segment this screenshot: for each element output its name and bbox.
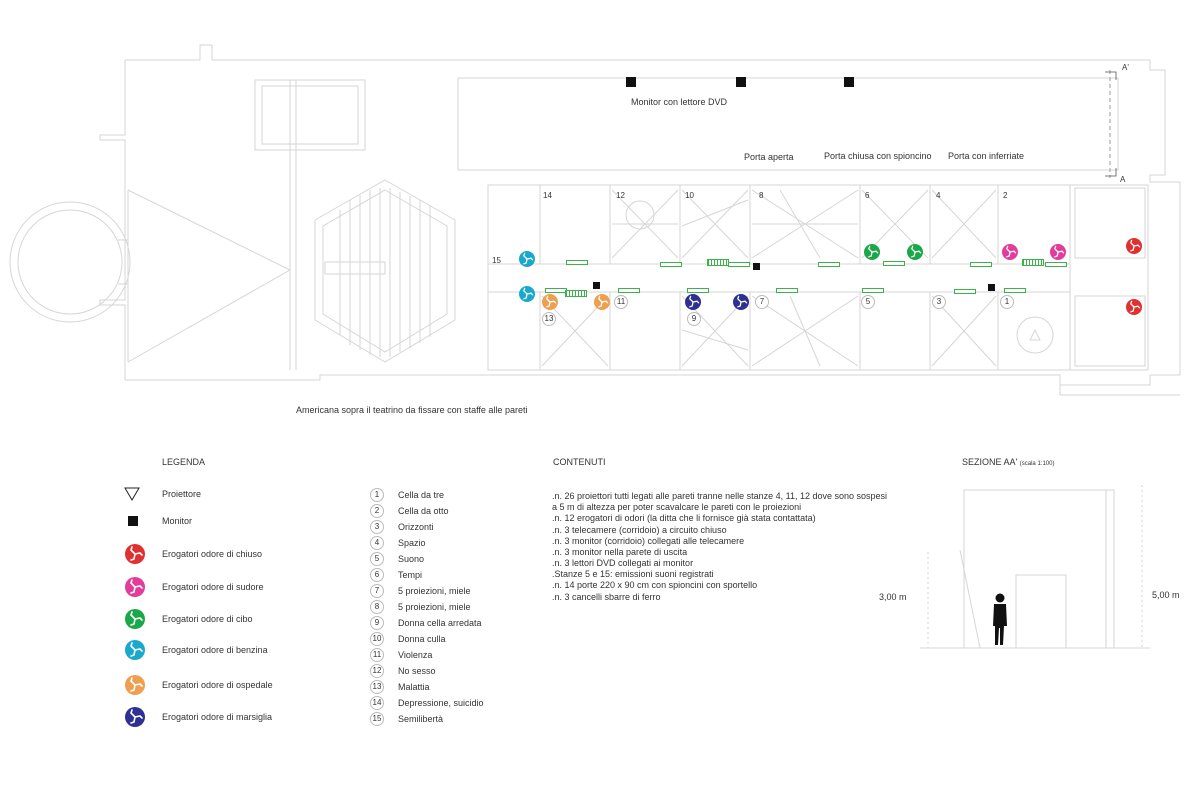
room-number: 11 [614, 295, 628, 309]
room-list-item: 12 No sesso [370, 664, 436, 678]
odor-dispenser-icon [733, 294, 749, 310]
room-number: 10 [685, 191, 694, 200]
legend-item-odor: Erogatori odore di ospedale [125, 675, 273, 695]
projector [883, 261, 905, 266]
contents-line: a 5 m di altezza per poter scavalcare le pareti con le proiezioni [552, 502, 802, 512]
door-closed-label: Porta chiusa con spioncino [824, 151, 932, 161]
room-number: 6 [865, 191, 870, 200]
projector [545, 288, 567, 293]
odor-dispenser-icon [1050, 244, 1066, 260]
contents-line: .n. 3 monitor nella parete di uscita [552, 547, 688, 557]
contents-line: .n. 3 telecamere (corridoio) a circuito chiuso [552, 525, 727, 535]
person-silhouette [993, 594, 1007, 646]
odor-dispenser-icon [125, 577, 145, 597]
projector [1004, 288, 1026, 293]
room-list-item: 9 Donna cella arredata [370, 616, 482, 630]
projector [566, 260, 588, 265]
room-list-item: 14 Depressione, suicidio [370, 696, 484, 710]
legend-item-odor: Erogatori odore di marsiglia [125, 707, 272, 727]
section-drawing [920, 480, 1160, 660]
room-list-item: 3 Orizzonti [370, 520, 434, 534]
monitor-square-icon [128, 516, 138, 526]
round-tower [10, 202, 130, 322]
projector [818, 262, 840, 267]
legend-title: LEGENDA [162, 457, 206, 467]
room-list-item: 5 Suono [370, 552, 424, 566]
contents-line: .n. 14 porte 220 x 90 cm con spioncini con sportello [552, 580, 758, 590]
projector [776, 288, 798, 293]
section-marker-top: A' [1122, 63, 1129, 72]
room-list-item: 7 5 proiezioni, miele [370, 584, 471, 598]
room-number: 8 [759, 191, 764, 200]
projector [862, 288, 884, 293]
room-list-item: 8 5 proiezioni, miele [370, 600, 471, 614]
room-list-item: 11 Violenza [370, 648, 432, 662]
projector [687, 288, 709, 293]
contents-line: .Stanze 5 e 15: emissioni suoni registrati [552, 569, 714, 579]
room-number: 3 [932, 295, 946, 309]
room-list-item: 15 Semilibertà [370, 712, 443, 726]
americana-note: Americana sopra il teatrino da fissare con staffe alle pareti [296, 405, 528, 415]
odor-dispenser-icon [519, 286, 535, 302]
corridor-monitor [753, 263, 760, 270]
odor-dispenser-icon [125, 640, 145, 660]
room-number: 14 [543, 191, 552, 200]
projector [728, 262, 750, 267]
room-list-item: 2 Cella da otto [370, 504, 449, 518]
odor-dispenser-icon [125, 544, 145, 564]
projector-triangle-icon [124, 487, 140, 501]
room-number: 15 [492, 256, 501, 265]
odor-dispenser-icon [542, 294, 558, 310]
legend-item-odor: Erogatori odore di chiuso [125, 544, 262, 564]
projector [954, 289, 976, 294]
room-number: 1 [1000, 295, 1014, 309]
room-list-item: 1 Cella da tre [370, 488, 444, 502]
odor-dispenser-icon [125, 609, 145, 629]
room-number: 4 [936, 191, 941, 200]
monitor-dvd-2 [736, 77, 746, 87]
monitor-dvd-label: Monitor con lettore DVD [631, 97, 728, 107]
room-number: 7 [755, 295, 769, 309]
legend-item-odor: Erogatori odore di cibo [125, 609, 253, 629]
room-list-item: 4 Spazio [370, 536, 426, 550]
section-title: SEZIONE AA' (scala 1:100) [962, 457, 1055, 467]
odor-dispenser-icon [125, 707, 145, 727]
legend-item-odor: Erogatori odore di sudore [125, 577, 264, 597]
odor-dispenser-icon [1126, 238, 1142, 254]
legend-item-projector: Proiettore [124, 487, 201, 501]
room-number: 12 [616, 191, 625, 200]
room-list-item: 13 Malattia [370, 680, 430, 694]
contents-line: .n. 3 monitor (corridoio) collegati alle telecamere [552, 536, 745, 546]
legend-item-odor: Erogatori odore di benzina [125, 640, 268, 660]
left-hall [128, 190, 290, 362]
odor-dispenser-icon [125, 675, 145, 695]
section-height-high: 5,00 m [1152, 590, 1180, 600]
projector [1045, 262, 1067, 267]
projector [565, 290, 587, 297]
odor-dispenser-icon [907, 244, 923, 260]
odor-dispenser-icon [1126, 299, 1142, 315]
odor-dispenser-icon [685, 294, 701, 310]
corridor-monitor [988, 284, 995, 291]
odor-dispenser-icon [864, 244, 880, 260]
room-list-item: 10 Donna culla [370, 632, 446, 646]
contents-line: .n. 3 cancelli sbarre di ferro [552, 592, 661, 602]
section-height-low: 3,00 m [879, 592, 907, 602]
contents-line: .n. 12 erogatori di odori (la ditta che li fornisce già stata contattata) [552, 513, 816, 523]
door-grate-label: Porta con inferriate [948, 151, 1025, 161]
monitor-dvd-1 [626, 77, 636, 87]
odor-dispenser-icon [519, 251, 535, 267]
corridor-monitor [593, 282, 600, 289]
room-number: 13 [542, 312, 556, 326]
door-open-label: Porta aperta [744, 152, 794, 162]
monitor-dvd-3 [844, 77, 854, 87]
upper-room [255, 80, 365, 150]
contents-title: CONTENUTI [553, 457, 606, 467]
projector [660, 262, 682, 267]
room-number: 2 [1003, 191, 1008, 200]
legend-item-monitor: Monitor [128, 516, 192, 526]
projector [1022, 259, 1044, 266]
room-number: 5 [861, 295, 875, 309]
projector [618, 288, 640, 293]
contents-line: .n. 3 lettori DVD collegati ai monitor [552, 558, 694, 568]
room-list-item: 6 Tempi [370, 568, 422, 582]
room-block [488, 185, 1148, 370]
odor-dispenser-icon [594, 294, 610, 310]
projector [970, 262, 992, 267]
odor-dispenser-icon [1002, 244, 1018, 260]
contents-line: .n. 26 proiettori tutti legati alle pareti tranne nelle stanze 4, 11, 12 dove sono sospesi [552, 491, 888, 501]
section-marker-bottom: A [1120, 175, 1126, 184]
room-number: 9 [687, 312, 701, 326]
projector [707, 259, 729, 266]
